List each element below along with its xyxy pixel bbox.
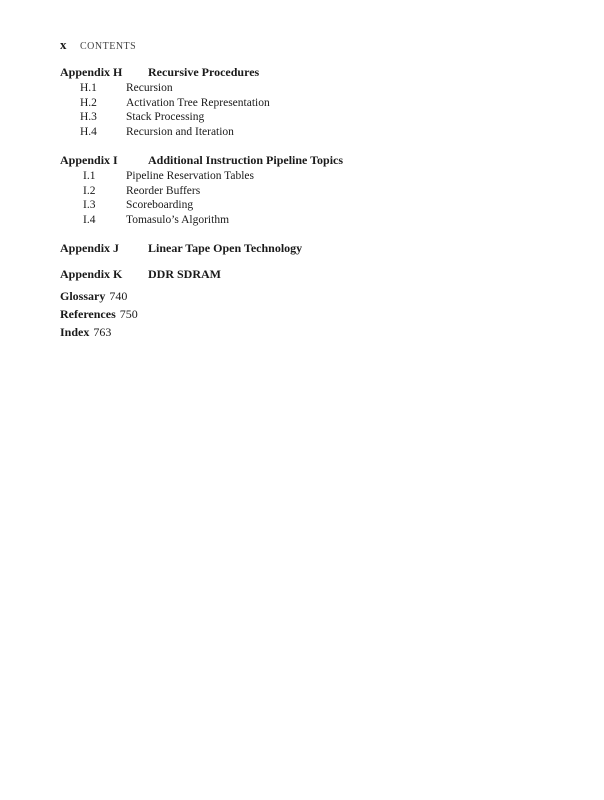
section-title: Stack Processing	[126, 111, 205, 124]
section-row	[60, 96, 270, 111]
section-number: I.4	[83, 214, 96, 227]
section-row	[60, 184, 343, 199]
page-folio: x	[60, 37, 67, 52]
back-matter-page: 750	[119, 307, 138, 321]
appendix-heading	[60, 63, 270, 81]
section-title: Recursion and Iteration	[126, 126, 234, 139]
section-row	[60, 81, 270, 96]
back-matter-label: Index	[60, 325, 90, 339]
section-row	[60, 198, 343, 213]
section-title: Reorder Buffers	[126, 184, 201, 197]
running-head	[60, 37, 136, 53]
appendix-h-entry	[60, 63, 270, 140]
appendix-j-entry	[60, 239, 302, 257]
section-number: H.2	[80, 96, 97, 109]
section-list	[60, 81, 270, 140]
appendix-title: DDR SDRAM	[148, 267, 221, 281]
section-number: H.3	[80, 111, 97, 124]
appendix-heading	[60, 265, 221, 283]
section-title: Pipeline Reservation Tables	[126, 170, 255, 182]
appendix-title: Additional Instruction Pipeline Topics	[148, 153, 344, 167]
section-number: H.4	[80, 126, 97, 139]
appendix-heading	[60, 239, 302, 257]
section-number: I.1	[83, 170, 96, 182]
appendix-i-entry	[60, 151, 343, 228]
running-title: CONTENTS	[80, 41, 137, 52]
section-list	[60, 169, 343, 228]
section-number: I.2	[83, 184, 96, 197]
appendix-label: Appendix I	[60, 153, 118, 167]
back-matter-page: 763	[93, 325, 112, 339]
section-row	[60, 110, 270, 125]
back-matter-label: Glossary	[60, 289, 106, 303]
back-matter-label: References	[60, 307, 116, 321]
section-title: Activation Tree Representation	[126, 96, 270, 109]
section-title: Recursion	[126, 82, 173, 94]
index-entry	[60, 323, 111, 341]
appendix-title: Linear Tape Open Technology	[148, 241, 303, 255]
appendix-label: Appendix H	[60, 65, 123, 79]
section-row	[60, 213, 343, 228]
section-row	[60, 125, 270, 140]
appendix-k-entry	[60, 265, 221, 283]
references-entry	[60, 305, 138, 323]
section-number: H.1	[80, 82, 97, 94]
section-title: Scoreboarding	[126, 199, 194, 212]
section-row	[60, 169, 343, 184]
back-matter-page: 740	[109, 289, 128, 303]
section-number: I.3	[83, 199, 96, 212]
appendix-label: Appendix J	[60, 241, 120, 255]
section-title: Tomasulo’s Algorithm	[126, 214, 230, 227]
appendix-heading	[60, 151, 343, 169]
glossary-entry	[60, 287, 127, 305]
appendix-title: Recursive Procedures	[148, 65, 260, 79]
appendix-label: Appendix K	[60, 267, 123, 281]
